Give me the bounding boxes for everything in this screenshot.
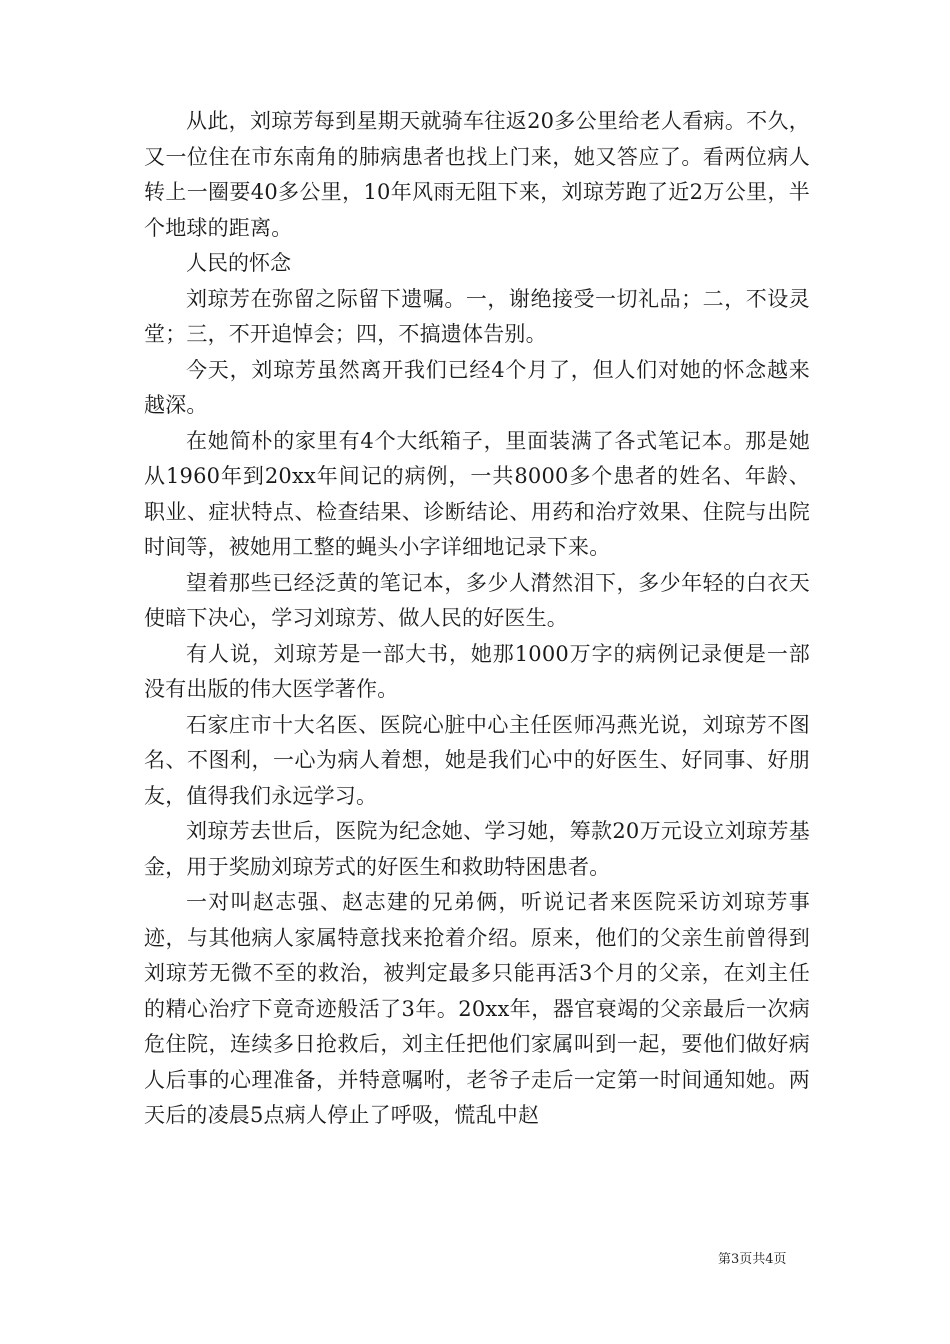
- paragraph-8: 刘琼芳去世后，医院为纪念她、学习她，筹款20万元设立刘琼芳基金，用于奖励刘琼芳式的好医生和救助特困患者。: [144, 819, 810, 879]
- paragraph-5: 望着那些已经泛黄的笔记本，多少人潸然泪下，多少年轻的白衣天使暗下决心，学习刘琼芳、做人民的好医生。: [144, 570, 810, 630]
- section-heading: 人民的怀念: [186, 251, 291, 275]
- paragraph-3: 今天，刘琼芳虽然离开我们已经4个月了，但人们对她的怀念越来越深。: [144, 357, 810, 417]
- paragraph-1: 从此，刘琼芳每到星期天就骑车往返20多公里给老人看病。不久，又一位住在市东南角的肺病患者也找上门来，她又答应了。看两位病人转上一圈要40多公里，10年风雨无阻下来，刘琼芳跑了近2万公里，半个地球的距离。: [144, 109, 810, 240]
- paragraph-4: 在她简朴的家里有4个大纸箱子，里面装满了各式笔记本。那是她从1960年到20xx年间记的病例，一共8000多个患者的姓名、年龄、职业、症状特点、检查结果、诊断结论、用药和治疗效果、住院与出院时间等，被她用工整的蝇头小字详细地记录下来。: [144, 428, 810, 559]
- paragraph-6: 有人说，刘琼芳是一部大书，她那1000万字的病例记录便是一部没有出版的伟大医学著作。: [144, 641, 810, 701]
- paragraph-7: 石家庄市十大名医、医院心脏中心主任医师冯燕光说，刘琼芳不图名、不图利，一心为病人着想，她是我们心中的好医生、好同事、好朋友，值得我们永远学习。: [144, 712, 810, 808]
- document-body: [144, 104, 810, 1134]
- paragraph-9: 一对叫赵志强、赵志建的兄弟俩，听说记者来医院采访刘琼芳事迹，与其他病人家属特意找来抢着介绍。原来，他们的父亲生前曾得到刘琼芳无微不至的救治，被判定最多只能再活3个月的父亲，在刘主任的精心治疗下竟奇迹般活了3年。20xx年，器官衰竭的父亲最后一次病危住院，连续多日抢救后，刘主任把他们家属叫到一起，要他们做好病人后事的心理准备，并特意嘱咐，老爷子走后一定第一时间通知她。两天后的凌晨5点病人停止了呼吸，慌乱中赵: [144, 890, 810, 1127]
- page-number-footer: 第3页共4页: [718, 1252, 787, 1267]
- paragraph-2: 刘琼芳在弥留之际留下遗嘱。一，谢绝接受一切礼品；二，不设灵堂；三，不开追悼会；四，不搞遗体告别。: [144, 286, 810, 346]
